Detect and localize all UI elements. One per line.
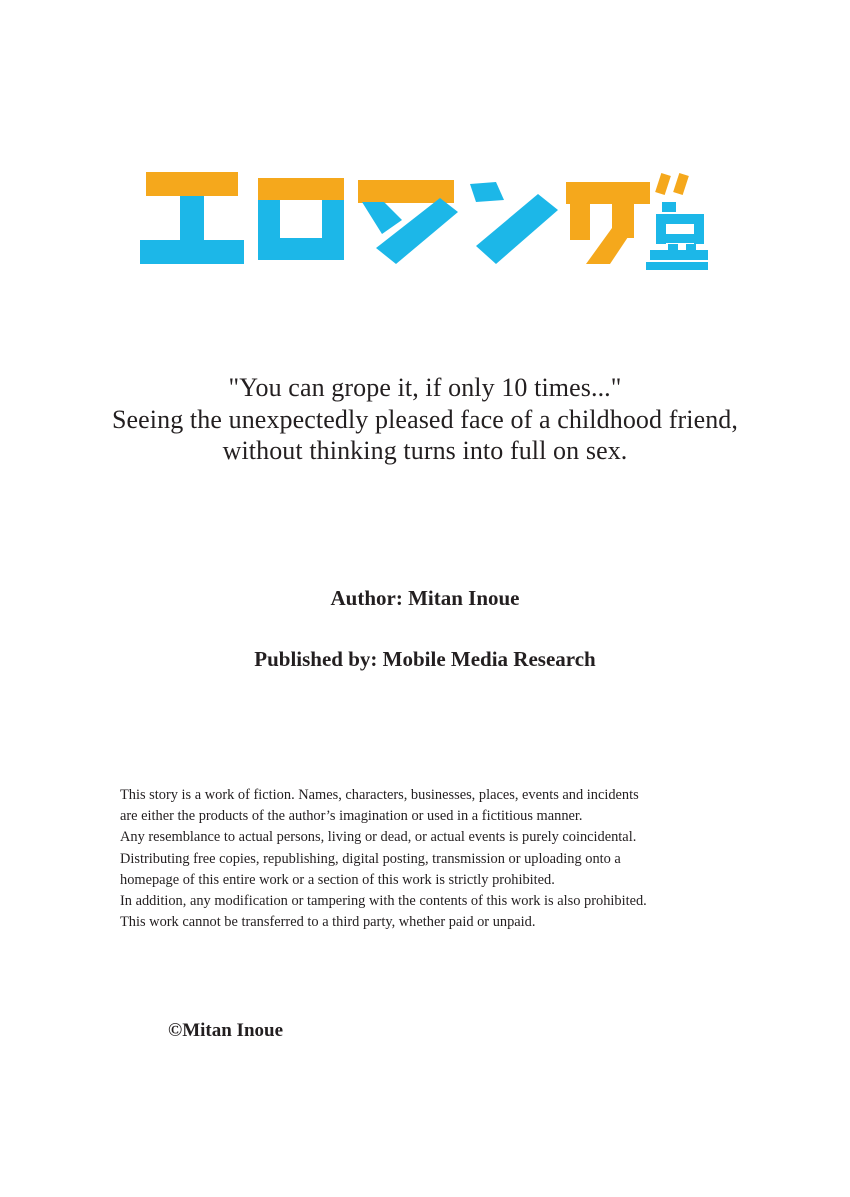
credits-block [0,586,850,672]
disclaimer-line-4: Distributing free copies, republishing, digital posting, transmission or uploading onto a [120,850,621,867]
disclaimer-line-3: Any resemblance to actual persons, living or dead, or actual events is purely coincidental. [120,829,637,846]
disclaimer-block [120,785,740,933]
disclaimer-line-5: homepage of this entire work or a section of this work is strictly prohibited. [120,871,555,888]
copyright-notice: ©Mitan Inoue [168,1020,284,1041]
author-line: Author: Mitan Inoue [330,586,520,610]
eromanga-shima-logo-icon [140,168,710,278]
publisher-line: Published by: Mobile Media Research [254,647,596,671]
title-line-3: without thinking turns into full on sex. [222,436,628,466]
title-line-1: "You can grope it, if only 10 times..." [228,373,622,402]
title-line-2: Seeing the unexpectedly pleased face of a childhood friend, [111,404,739,434]
disclaimer-line-2: are either the products of the author’s imagination or used in a fictitious manner. [120,808,583,825]
disclaimer-line-7: This work cannot be transferred to a third party, whether paid or unpaid. [120,914,536,931]
logo-banner [0,168,850,278]
disclaimer-line-1: This story is a work of fiction. Names, characters, businesses, places, events and incidents [120,787,639,803]
title-block [0,372,850,467]
disclaimer-line-6: In addition, any modification or tampering with the contents of this work is also prohibited. [120,892,647,909]
